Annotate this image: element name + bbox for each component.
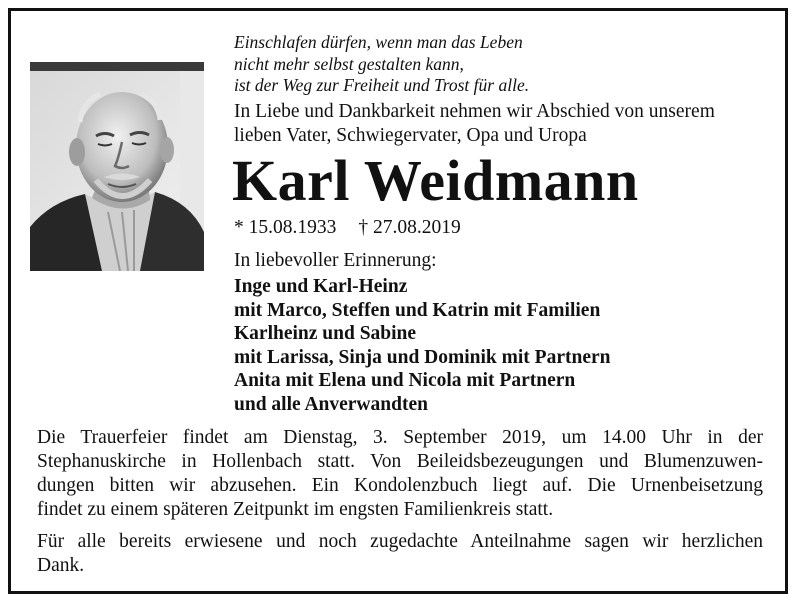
intro-text	[234, 100, 715, 148]
birth-date: * 15.08.1933	[234, 217, 337, 238]
thanks-notice	[37, 530, 763, 578]
funeral-line: findet zu einem späteren Zeitpunkt im engsten Familienkreis statt.	[37, 499, 554, 520]
family-line: mit Larissa, Sinja und Dominik mit Partnern	[234, 346, 611, 368]
life-dates	[234, 216, 461, 240]
family-line: und alle Anverwandten	[234, 393, 428, 415]
motto-line: Einschlafen dürfen, wenn man das Leben	[234, 32, 523, 52]
death-date: † 27.08.2019	[358, 217, 461, 238]
funeral-line: Stephanuskirche in Hollenbach statt. Von Beileidsbezeugungen und Blumenzuwen-	[37, 451, 763, 472]
deceased-name: Karl Weidmann	[232, 148, 639, 213]
family-line: Anita mit Elena und Nicola mit Partnern	[234, 370, 576, 391]
motto-line: nicht mehr selbst gestalten kann,	[234, 53, 464, 74]
family-line: Karlheinz und Sabine	[234, 323, 417, 344]
funeral-notice	[37, 426, 763, 522]
family-line: Inge und Karl-Heinz	[234, 276, 408, 297]
motto-line: ist der Weg zur Freiheit und Trost für alle.	[234, 75, 530, 95]
portrait-photo	[30, 62, 204, 271]
thanks-line: Für alle bereits erwiesene und noch zugedachte Anteilnahme sagen wir herzlichen	[37, 531, 763, 552]
remembrance-label: In liebevoller Erinnerung:	[234, 250, 437, 271]
thanks-line: Dank.	[37, 555, 85, 576]
family-line: mit Marco, Steffen und Katrin mit Familien	[234, 299, 601, 321]
intro-line: In Liebe und Dankbarkeit nehmen wir Abschied von unserem	[234, 101, 715, 122]
family-list	[234, 275, 611, 416]
motto-verse	[234, 32, 529, 97]
intro-line: lieben Vater, Schwiegervater, Opa und Uropa	[234, 125, 587, 146]
funeral-line: dungen bitten wir abzusehen. Ein Kondolenzbuch liegt auf. Die Urnenbeisetzung	[37, 475, 763, 496]
funeral-line: Die Trauerfeier findet am Dienstag, 3. September 2019, um 14.00 Uhr in der	[37, 427, 763, 448]
